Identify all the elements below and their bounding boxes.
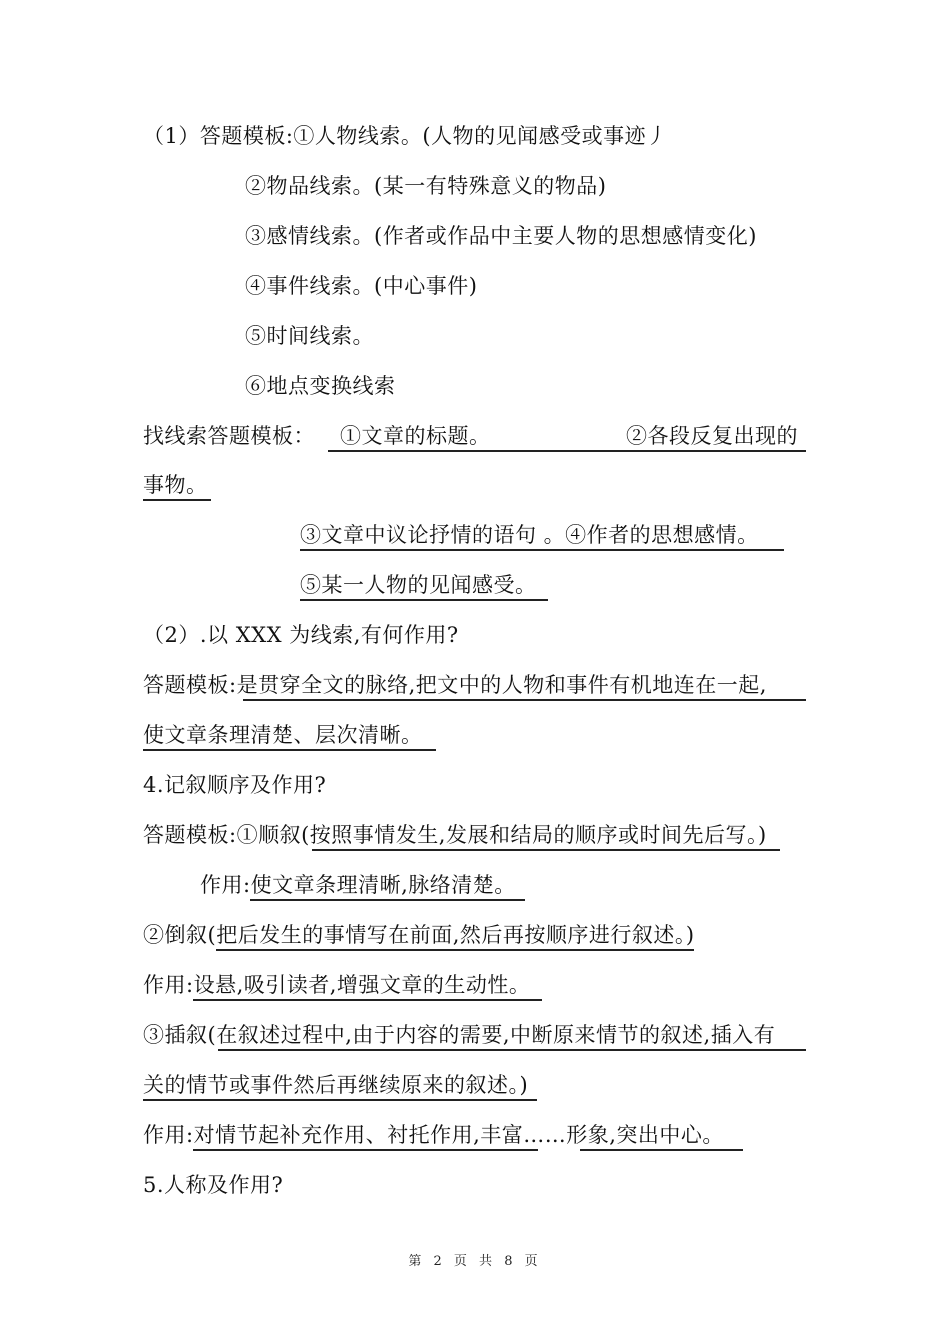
text-line: 关的情节或事件然后再继续原来的叙述。)	[143, 1073, 529, 1097]
text-line: ②倒叙(把后发生的事情写在前面,然后再按顺序进行叙述。)	[143, 923, 695, 947]
text-line: ⑥地点变换线索	[245, 374, 396, 398]
text-line: ④事件线索。(中心事件)	[245, 274, 478, 298]
text-line: 作用:设悬,吸引读者,增强文章的生动性。	[143, 973, 531, 997]
underline	[143, 749, 436, 751]
underline	[580, 1149, 743, 1151]
underline	[300, 599, 548, 601]
text-line: （1）答题模板:①人物线索。(人物的见闻感受或事迹丿	[143, 124, 668, 148]
underline	[250, 899, 525, 901]
underline	[216, 949, 694, 951]
underline	[193, 1149, 538, 1151]
text-line: ②各段反复出现的	[626, 424, 798, 448]
text-line: ②物品线索。(某一有特殊意义的物品)	[245, 174, 607, 198]
page-number-footer: 第 2 页 共 8 页	[408, 1254, 542, 1269]
text-line: ③文章中议论抒情的语句 。④作者的思想感情。	[300, 523, 759, 547]
text-line: 事物。	[143, 473, 208, 497]
underline	[143, 1099, 537, 1101]
underline	[300, 549, 784, 551]
text-line: ③感情线索。(作者或作品中主要人物的思想感情变化)	[245, 224, 757, 248]
underline	[143, 499, 211, 501]
text-line: （2）.以 XXX 为线索,有何作用?	[143, 623, 459, 647]
text-line: 5.人称及作用?	[143, 1173, 284, 1197]
text-line: 4.记叙顺序及作用?	[143, 773, 327, 797]
underline	[193, 999, 542, 1001]
text-line: 答题模板:是贯穿全文的脉络,把文中的人物和事件有机地连在一起,	[143, 673, 767, 697]
text-line: ⑤某一人物的见闻感受。	[300, 573, 537, 597]
text-line: ①文章的标题。	[340, 424, 491, 448]
underline	[243, 699, 806, 701]
text-line: ③插叙(在叙述过程中,由于内容的需要,中断原来情节的叙述,插入有	[143, 1023, 776, 1047]
text-line: 作用:对情节起补充作用、衬托作用,丰富……形象,突出中心。	[143, 1123, 724, 1147]
text-line: 找线索答题模板：	[143, 424, 315, 448]
text-line: 答题模板:①顺叙(按照事情发生,发展和结局的顺序或时间先后写。)	[143, 823, 767, 847]
text-line: 作用:使文章条理清晰,脉络清楚。	[200, 873, 516, 897]
underline	[218, 1049, 806, 1051]
underline	[312, 849, 780, 851]
text-line: 使文章条理清楚、层次清晰。	[143, 723, 423, 747]
underline	[328, 450, 806, 452]
text-line: ⑤时间线索。	[245, 324, 374, 348]
